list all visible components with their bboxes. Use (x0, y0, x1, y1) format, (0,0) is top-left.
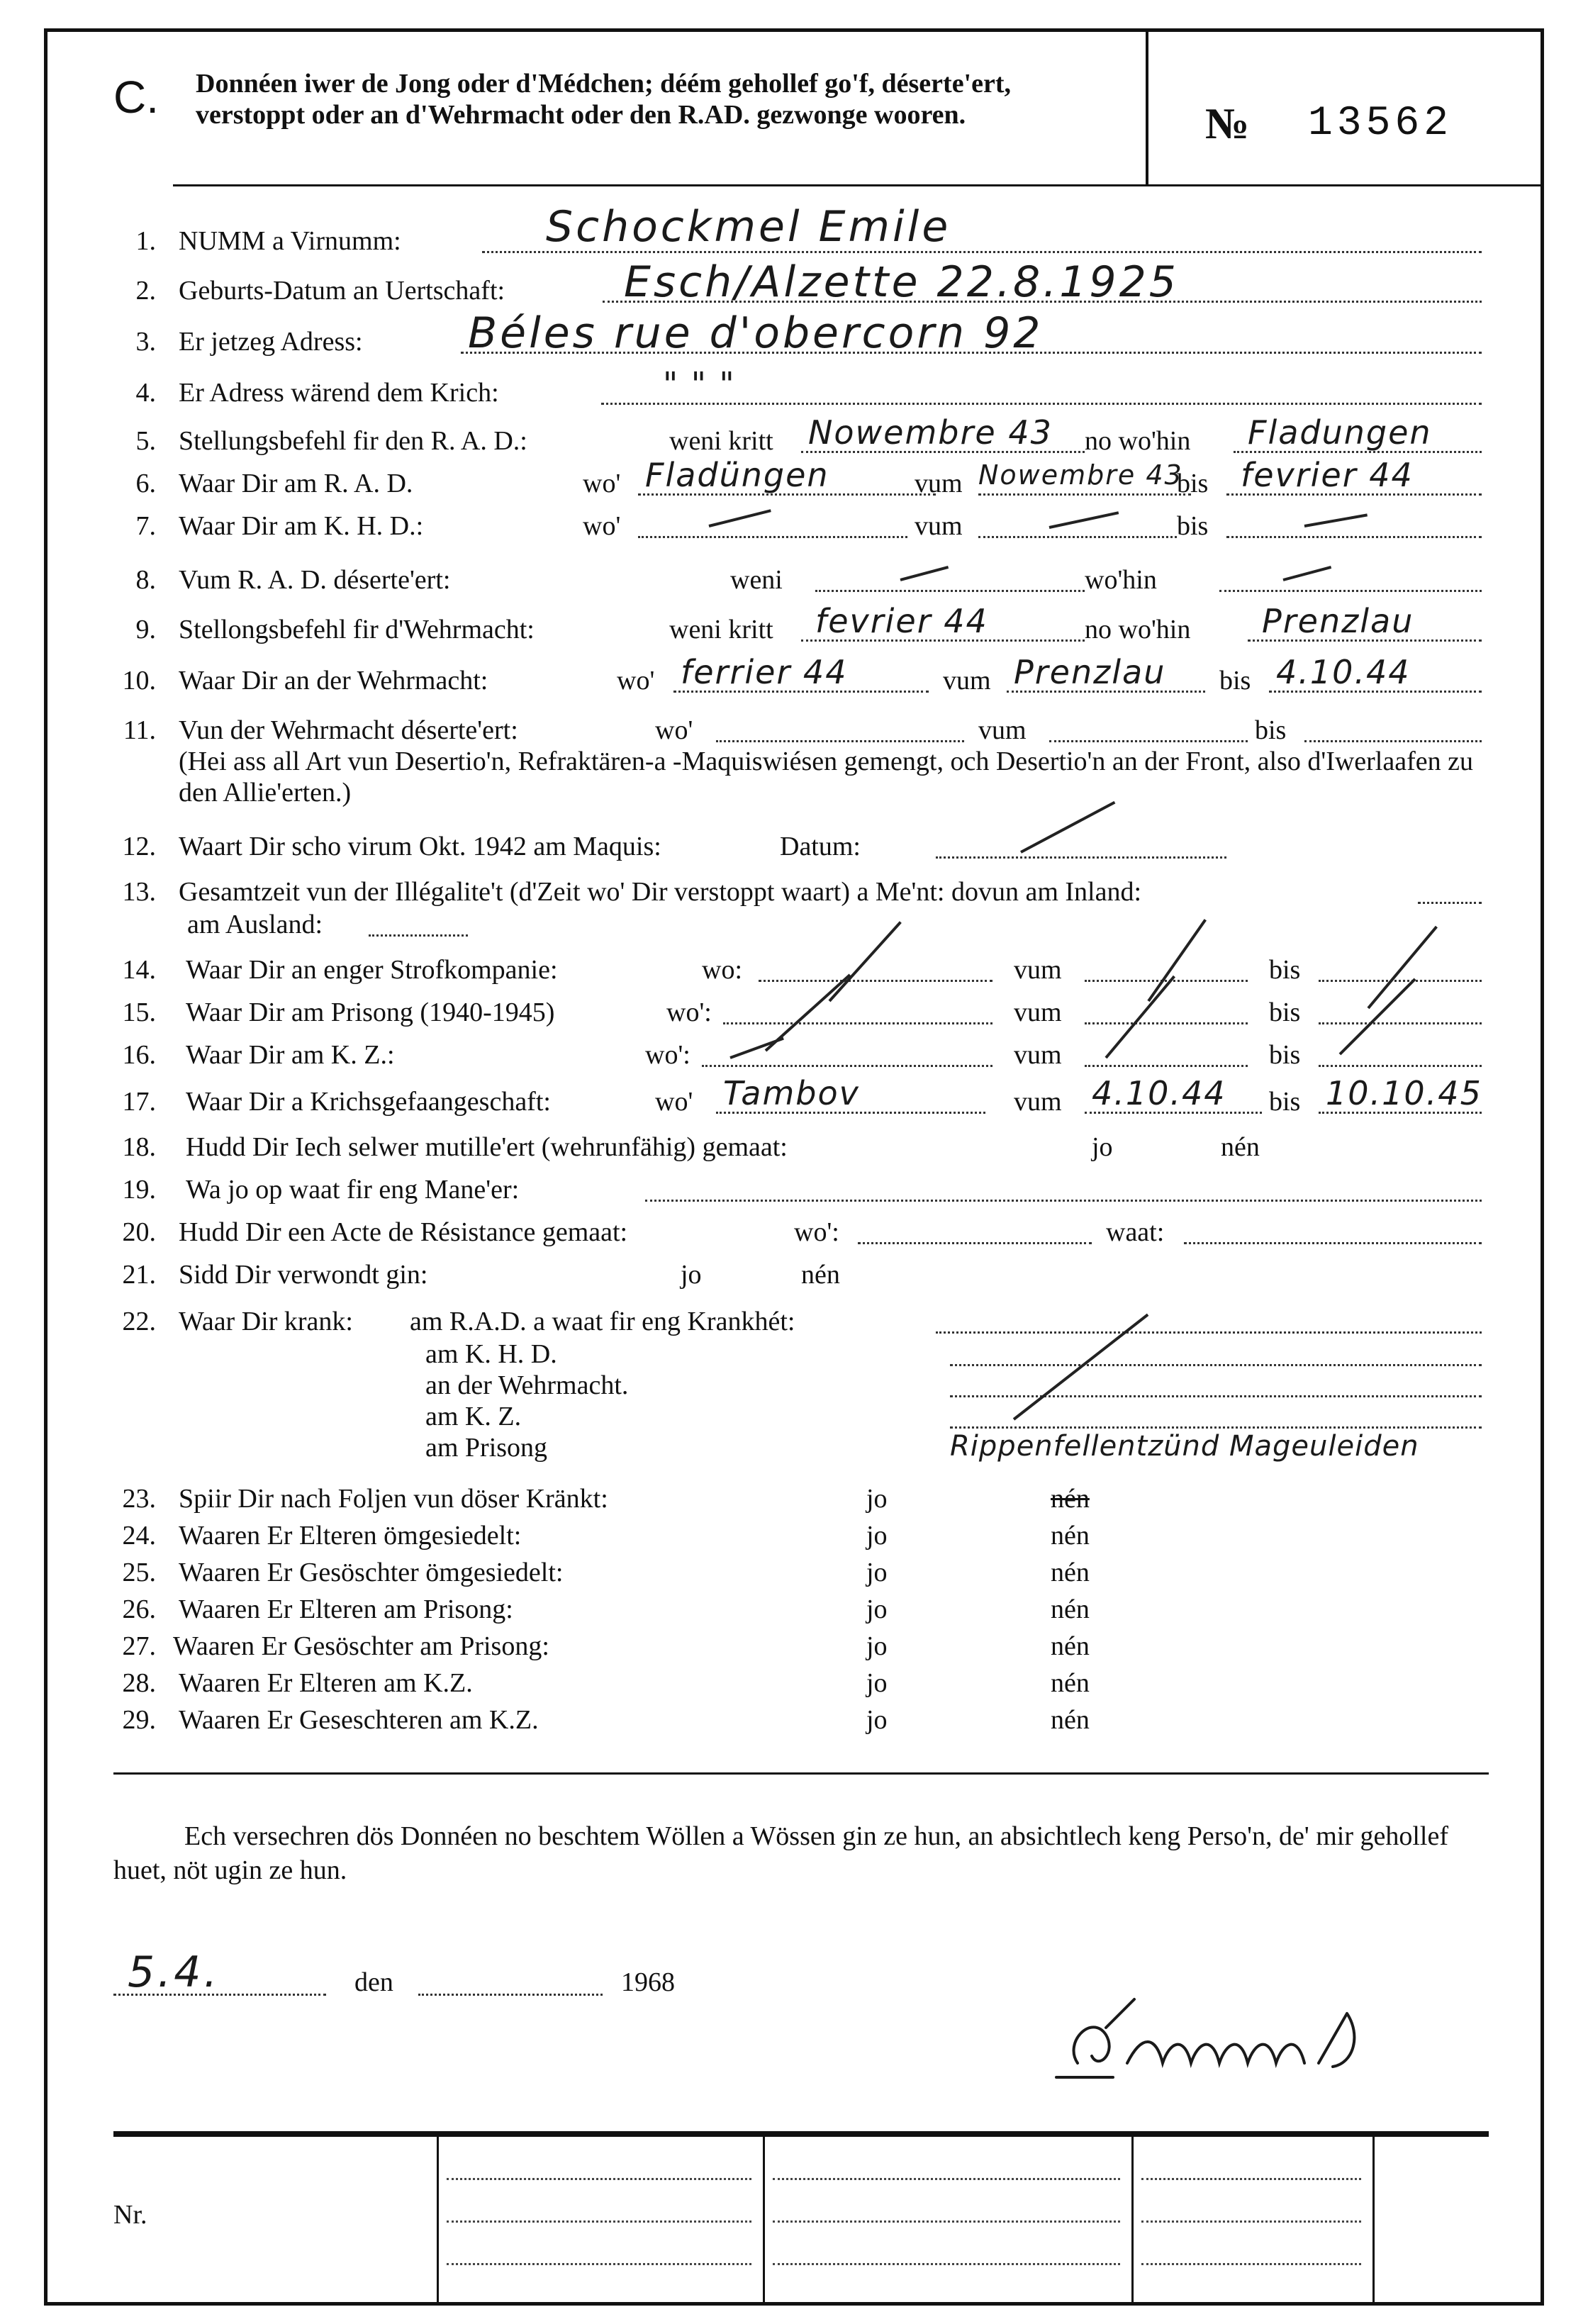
field-label-parents-kz: Waaren Er Elteren am K.Z. (179, 1668, 473, 1698)
field-label-rad-desert: Vum R. A. D. déserte'ert: (179, 565, 451, 595)
field-label-until: bis (1177, 469, 1209, 498)
field-label-birth: Geburts-Datum an Uertschaft: (179, 276, 505, 306)
field-label-where: wo': (794, 1217, 839, 1247)
row-number: 29. (122, 1705, 156, 1735)
field-label-until: bis (1269, 998, 1301, 1027)
field-label-where: wo' (617, 666, 655, 695)
footer-fill-line (447, 2219, 751, 2223)
footer-fill-line (447, 2177, 751, 2180)
row-number: 20. (122, 1217, 156, 1247)
footer-fill-line (773, 2219, 1120, 2223)
field-label-where: no wo'hin (1085, 426, 1191, 456)
row-number: 17. (122, 1087, 156, 1117)
field-label-when: weni (730, 565, 783, 595)
field-label-where: wo': (666, 998, 712, 1027)
footer-col-divider (437, 2134, 439, 2306)
row-number: 26. (122, 1594, 156, 1624)
fill-line (1319, 978, 1482, 982)
date-den: den (354, 1967, 393, 1997)
field-value-wartime-address[interactable]: " " " (663, 365, 736, 403)
field-value-rad-date[interactable]: Nowembre 43 (808, 413, 1053, 452)
fill-line (978, 535, 1177, 538)
fill-line (936, 855, 1226, 859)
field-label-penal-company: Waar Dir an enger Strofkompanie: (186, 955, 558, 985)
date-year: 1968 (621, 1967, 675, 1997)
fill-line (1085, 978, 1248, 982)
fill-line (1219, 588, 1482, 592)
row-number: 22. (122, 1307, 156, 1336)
option-no[interactable]: nén (1051, 1705, 1090, 1735)
field-label-wartime-address: Er Adress wärend dem Krich: (179, 378, 499, 408)
row-number: 28. (122, 1668, 156, 1698)
footer-fill-line (447, 2262, 751, 2265)
field-label-until: bis (1269, 1087, 1301, 1117)
footer-fill-line (1141, 2219, 1361, 2223)
row-number: 11. (123, 715, 156, 745)
footer-fill-line (773, 2262, 1120, 2265)
footer-fill-line (1141, 2177, 1361, 2180)
field-value-rad-location[interactable]: Fladüngen (645, 456, 829, 494)
footer-top-border (113, 2131, 1489, 2137)
row-number: 13. (122, 877, 156, 907)
fill-line (369, 933, 468, 937)
field-label-resistance: Hudd Dir een Acte de Résistance gemaat: (179, 1217, 628, 1247)
field-label-sick: Waar Dir krank: (179, 1307, 353, 1336)
field-label-wounded: Sidd Dir verwondt gin: (179, 1260, 428, 1290)
fill-line (950, 1394, 1482, 1397)
fill-line (645, 1198, 1482, 1202)
field-label-parents-resettled: Waaren Er Elteren ömgesiedelt: (179, 1521, 522, 1551)
field-label-from: vum (1014, 998, 1062, 1027)
row-number: 5. (135, 426, 156, 456)
option-yes[interactable]: jo (866, 1594, 888, 1624)
option-no[interactable]: nén (801, 1260, 840, 1290)
field-label-maquis: Waart Dir scho virum Okt. 1942 am Maquis: (179, 832, 661, 861)
row-number: 27. (122, 1631, 156, 1661)
option-yes[interactable]: jo (681, 1260, 702, 1290)
row-number: 3. (135, 327, 156, 357)
option-no[interactable]: nén (1051, 1631, 1090, 1661)
field-label-where: wo' (655, 1087, 693, 1117)
option-yes[interactable]: jo (866, 1705, 888, 1735)
field-label-prison: Waar Dir am Prisong (1940-1945) (186, 998, 555, 1027)
row-number: 24. (122, 1521, 156, 1551)
option-no[interactable]: nén (1051, 1484, 1090, 1514)
field-label-name: NUMM a Virnumm: (179, 226, 401, 256)
field-label-where: wo'hin (1085, 565, 1157, 595)
field-value-address[interactable]: Béles rue d'obercorn 92 (468, 308, 1044, 358)
field-label-pow: Waar Dir a Krichsgefaangeschaft: (186, 1087, 551, 1117)
field-label-address: Er jetzeg Adress: (179, 327, 363, 357)
field-value-rad-place[interactable]: Fladungen (1248, 413, 1432, 452)
fill-line (1049, 739, 1248, 742)
option-no[interactable]: nén (1051, 1668, 1090, 1698)
option-no[interactable]: nén (1221, 1132, 1260, 1162)
fill-line (702, 1063, 992, 1067)
field-label-from: vum (943, 666, 991, 695)
field-value-rad-until[interactable]: fevrier 44 (1241, 456, 1414, 494)
sick-rad: am R.A.D. a waat fir eng Krankhét: (410, 1307, 795, 1336)
option-yes[interactable]: jo (866, 1668, 888, 1698)
field-label-until: bis (1219, 666, 1251, 695)
option-yes[interactable]: jo (866, 1631, 888, 1661)
row-number: 6. (135, 469, 156, 498)
row-number: 18. (122, 1132, 156, 1162)
footer-col-divider (1372, 2134, 1375, 2306)
field-label-where: wo: (702, 955, 742, 985)
row-number: 4. (135, 378, 156, 408)
footer-fill-line (773, 2177, 1120, 2180)
field-label-where: wo' (655, 715, 693, 745)
footer-col-divider (1131, 2134, 1134, 2306)
field-label-rad: Waar Dir am R. A. D. (179, 469, 413, 498)
field-label-siblings-prison: Waaren Er Gesöschter am Prisong: (173, 1631, 549, 1661)
fill-line (1085, 1021, 1248, 1024)
fill-line (1184, 1241, 1482, 1244)
fill-line (716, 739, 964, 742)
option-yes[interactable]: jo (866, 1521, 888, 1551)
signature[interactable] (1049, 1985, 1418, 2099)
fill-line (950, 1363, 1482, 1366)
fill-line (1319, 1063, 1482, 1067)
row-number: 25. (122, 1558, 156, 1587)
field-label-abroad: am Ausland: (187, 910, 323, 939)
row-number: 1. (135, 226, 156, 256)
field-label-where: wo' (583, 469, 621, 498)
field-label-from: vum (978, 715, 1027, 745)
field-value-wehrmacht-date[interactable]: fevrier 44 (815, 602, 988, 640)
field-value-wehrmacht-location[interactable]: ferrier 44 (681, 653, 848, 691)
option-yes[interactable]: jo (1092, 1132, 1113, 1162)
field-label-wehrmacht-order: Stellongsbefehl fir d'Wehrmacht: (179, 615, 535, 644)
fill-line (418, 1992, 603, 1996)
field-label-wehrmacht-desert: Vun der Wehrmacht déserte'ert: (179, 715, 518, 745)
number-label: № (1205, 100, 1250, 148)
field-value-pow-until[interactable]: 10.10.45 (1326, 1074, 1482, 1112)
field-label-until: bis (1269, 1040, 1301, 1070)
date-value[interactable]: 5.4. (128, 1948, 220, 1997)
fill-line (1418, 900, 1482, 904)
field-label-kz: Waar Dir am K. Z.: (186, 1040, 395, 1070)
option-yes[interactable]: jo (866, 1558, 888, 1587)
section-divider (113, 1772, 1489, 1775)
field-label-until: bis (1269, 955, 1301, 985)
fill-line (723, 1021, 992, 1024)
field-label-self-mutilation: Hudd Dir Iech selwer mutille'ert (wehrunfähig) gemaat: (186, 1132, 788, 1162)
form-border (44, 28, 1544, 2306)
row-number: 10. (122, 666, 156, 695)
row-number: 15. (122, 998, 156, 1027)
field-label-aftereffects: Spiir Dir nach Foljen vun döser Kränkt: (179, 1484, 608, 1514)
fill-line (1226, 535, 1482, 538)
fill-line (1304, 739, 1482, 742)
field-label-until: bis (1255, 715, 1287, 745)
field-value-illness[interactable]: Rippenfellentzünd Mageuleiden (950, 1430, 1419, 1463)
row-number: 7. (135, 511, 156, 541)
field-value-wehrmacht-from[interactable]: Prenzlau (1014, 653, 1166, 691)
field-label-rad-order: Stellungsbefehl fir den R. A. D.: (179, 426, 527, 456)
field-label-from: vum (1014, 955, 1062, 985)
fill-line (936, 1330, 1482, 1334)
fill-line (858, 1241, 1092, 1244)
field-label-siblings-resettled: Waaren Er Gesöschter ömgesiedelt: (179, 1558, 564, 1587)
fill-line (1319, 1021, 1482, 1024)
field-label-from: vum (1014, 1087, 1062, 1117)
field-value-rad-from[interactable]: Nowembre 43 (978, 459, 1183, 491)
field-label-siblings-kz: Waaren Er Geseschteren am K.Z. (179, 1705, 539, 1735)
footer-fill-line (1141, 2262, 1361, 2265)
field-value-wehrmacht-until[interactable]: 4.10.44 (1276, 653, 1411, 691)
field-value-name[interactable]: Schockmel Emile (546, 202, 951, 252)
fill-line (1085, 1063, 1248, 1067)
field-label-from: vum (915, 511, 963, 541)
fill-line (815, 588, 1085, 592)
field-label-what: waat: (1106, 1217, 1165, 1247)
row-number: 16. (122, 1040, 156, 1070)
field-label-wehrmacht: Waar Dir an der Wehrmacht: (179, 666, 488, 695)
footer-nr-label: Nr. (113, 2200, 147, 2230)
row-number: 21. (122, 1260, 156, 1290)
header-underline (173, 184, 1544, 186)
sick-kz: am K. Z. (425, 1402, 522, 1431)
sick-wehrmacht: an der Wehrmacht. (425, 1370, 629, 1400)
option-no[interactable]: nén (1051, 1594, 1090, 1624)
field-value-pow-location[interactable]: Tambov (723, 1074, 860, 1112)
field-label-where: wo': (645, 1040, 690, 1070)
fill-line (638, 535, 907, 538)
field-note: (Hei ass all Art vun Desertio'n, Refraktären-a -Maquiswiésen gemengt, och Desertio'n an der Front, also d'Iwerlaafen zu den Allie'erten.) (179, 747, 1473, 808)
field-label-until: bis (1177, 511, 1209, 541)
field-label-date: Datum: (780, 832, 861, 861)
field-value-birth[interactable]: Esch/Alzette 22.8.1925 (624, 257, 1179, 307)
row-number: 2. (135, 276, 156, 306)
header-divider (1146, 28, 1148, 186)
option-no[interactable]: nén (1051, 1558, 1090, 1587)
option-no[interactable]: nén (1051, 1521, 1090, 1551)
row-number: 8. (135, 565, 156, 595)
field-label-from: vum (1014, 1040, 1062, 1070)
field-label-from: vum (915, 469, 963, 498)
field-label-manner: Wa jo op waat fir eng Mane'er: (186, 1175, 520, 1205)
field-value-pow-from[interactable]: 4.10.44 (1092, 1074, 1226, 1112)
field-label-illegality: Gesamtzeit vun der Illégalite't (d'Zeit wo' Dir verstoppt waart) a Me'nt: dovun am Inland: (179, 877, 1142, 907)
option-yes[interactable]: jo (866, 1484, 888, 1514)
footer-col-divider (763, 2134, 765, 2306)
sick-prison: am Prisong (425, 1433, 548, 1463)
row-number: 14. (122, 955, 156, 985)
field-label-where: wo' (583, 511, 621, 541)
signature-stroke (1056, 1999, 1354, 2077)
field-label-khd: Waar Dir am K. H. D.: (179, 511, 424, 541)
field-label-when: weni kritt (669, 615, 773, 644)
field-label-parents-prison: Waaren Er Elteren am Prisong: (179, 1594, 513, 1624)
field-label-where: no wo'hin (1085, 615, 1191, 644)
row-number: 9. (135, 615, 156, 644)
row-number: 19. (122, 1175, 156, 1205)
field-value-wehrmacht-place[interactable]: Prenzlau (1262, 602, 1414, 640)
fill-line (759, 978, 992, 982)
section-letter: C. (113, 72, 159, 123)
declaration-text: Ech versechren dös Donnéen no beschtem Wöllen a Wössen gin ze hun, an absichtlech keng Perso'n, de' mir gehollef huet, nöt ugin ze hun. (113, 1821, 1448, 1885)
form-number: 13562 (1308, 101, 1453, 147)
field-label-when: weni kritt (669, 426, 773, 456)
sick-khd: am K. H. D. (425, 1339, 557, 1369)
row-number: 12. (122, 832, 156, 861)
row-number: 23. (122, 1484, 156, 1514)
form-description: Donnéen iwer de Jong oder d'Médchen; déém gehollef go'f, déserte'ert, verstoppt oder an d'Wehrmacht oder den R.AD. gezwonge wooren. (196, 69, 1012, 130)
